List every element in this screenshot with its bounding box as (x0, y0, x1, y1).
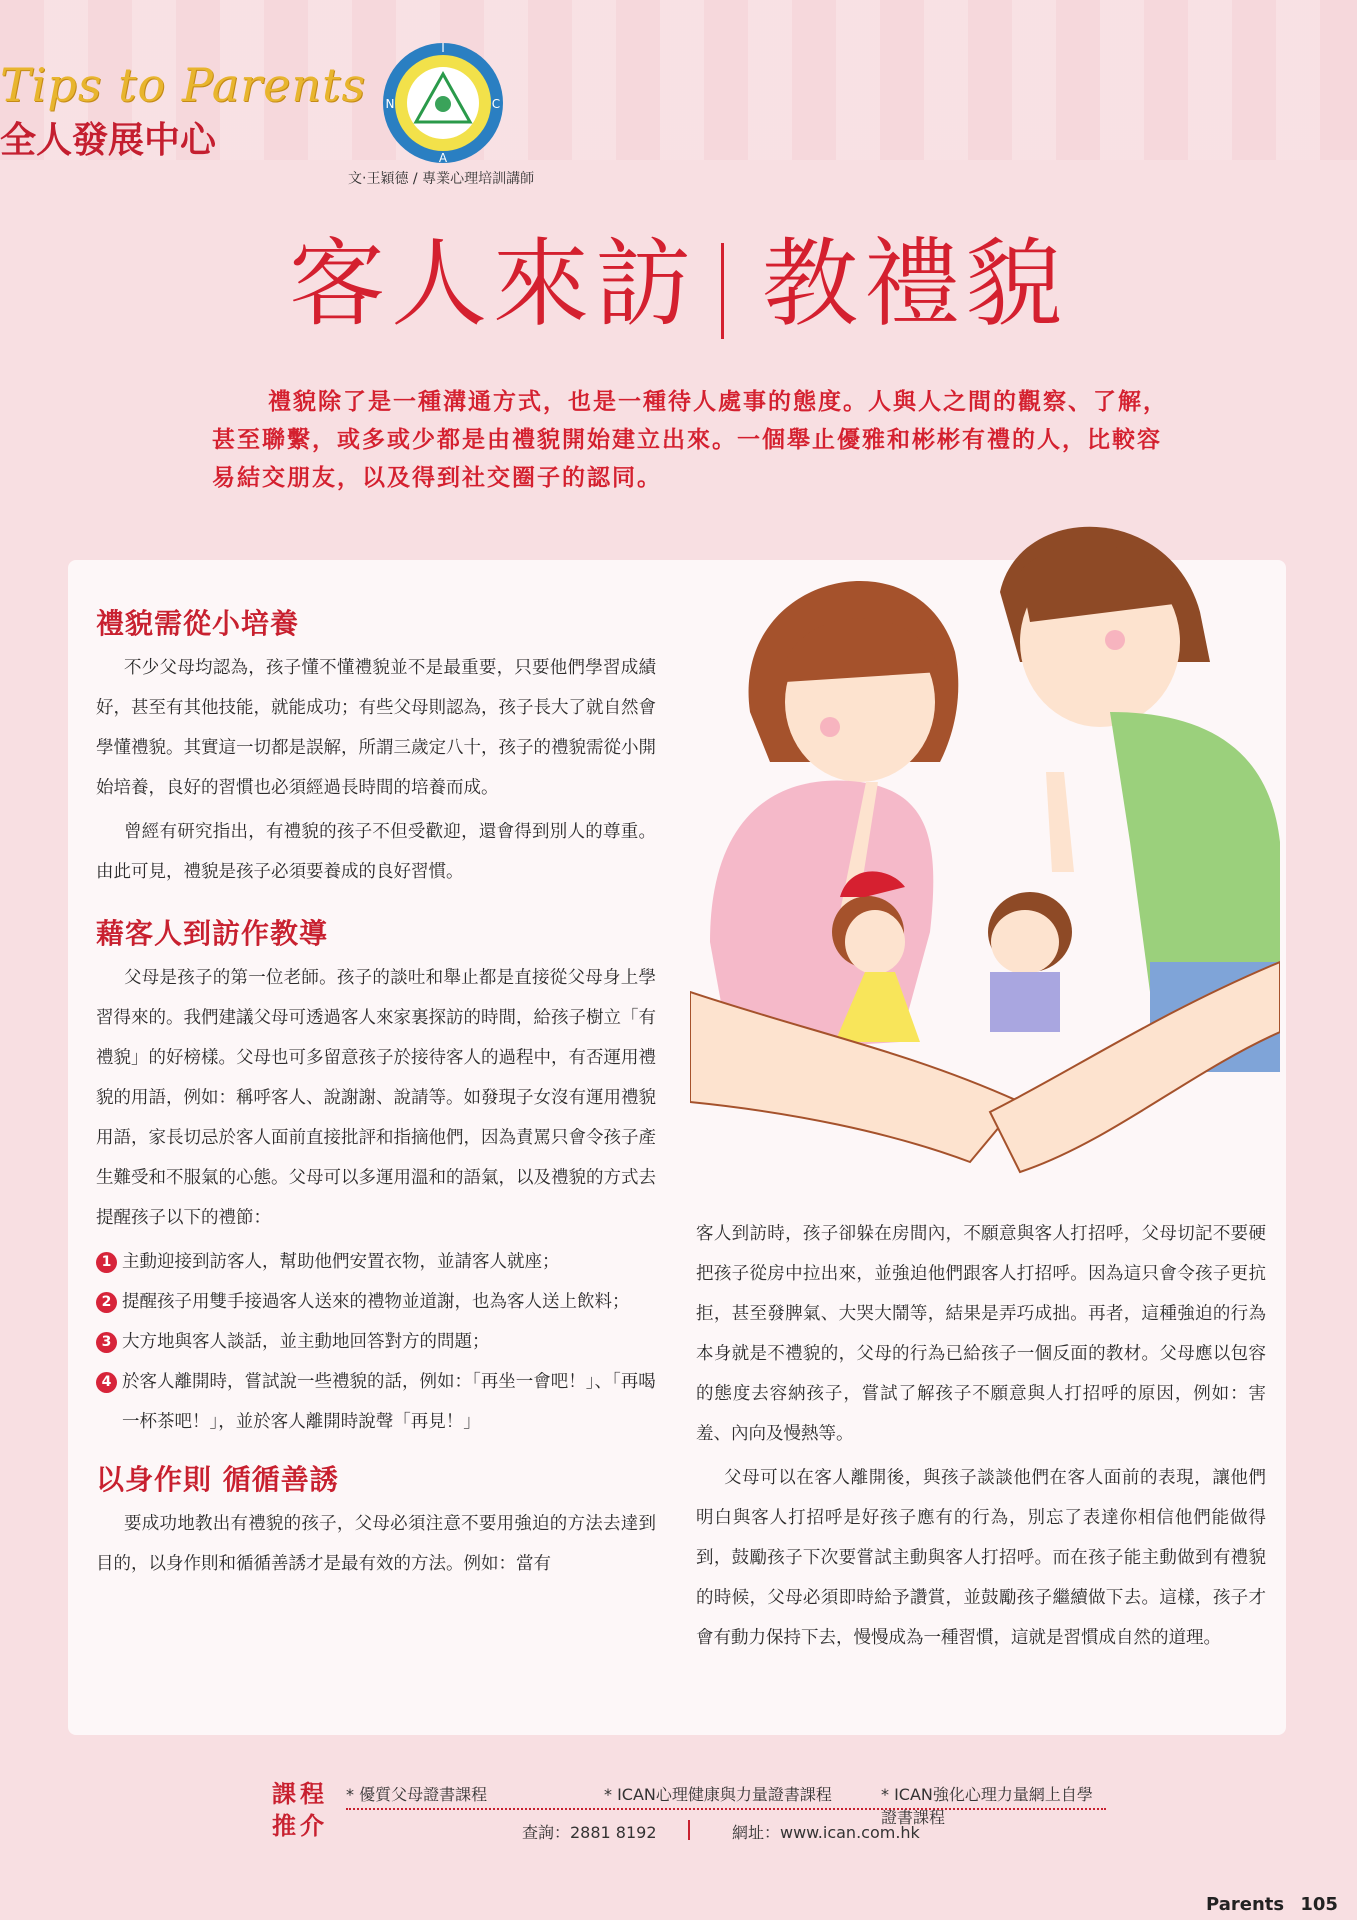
number-badge-icon: 1 (96, 1252, 117, 1273)
list-item-text: 主動迎接到訪客人，幫助他們安置衣物，並請客人就座； (122, 1252, 560, 1272)
page-footer (1206, 1894, 1338, 1915)
list-item-text: 大方地與客人談話，並主動地回答對方的問題； (122, 1332, 490, 1352)
section-3-paragraph-1: 要成功地教出有禮貌的孩子，父母必須注意不要用強迫的方法去達到目的，以身作則和循循善誘才是最有效的方法。例如：當有 (96, 1514, 656, 1574)
title-divider (721, 243, 724, 339)
page-title (0, 208, 1357, 345)
list-item-text: 於客人離開時，嘗試說一些禮貌的話，例如：「再坐一會吧！」、「再喝一杯茶吧！」，並於客人離開時說聲「再見！」 (122, 1372, 656, 1432)
section-heading-2: 藉客人到訪作教導 (96, 917, 329, 950)
tips-to-parents-logo: Tips to Parents (0, 58, 367, 112)
course-recommendation (272, 1778, 1112, 1858)
number-badge-icon: 2 (96, 1292, 117, 1313)
family-illustration (690, 512, 1280, 1202)
list-item-text: 提醒孩子用雙手接過客人送來的禮物並道謝，也為客人送上飲料； (122, 1292, 630, 1312)
course-list (346, 1782, 1106, 1827)
center-name: 全人發展中心 (0, 120, 217, 161)
left-column (96, 602, 656, 1588)
list-item (96, 1242, 656, 1282)
list-item (96, 1322, 656, 1362)
course-item: * ICAN強化心理力量網上自學證書課程 (881, 1785, 1093, 1827)
course-tag-line-2: 推介 (272, 1812, 328, 1840)
section-1-paragraph-1: 不少父母均認為，孩子懂不懂禮貌並不是最重要，只要他們學習成績好，甚至有其他技能，就能成功；有些父母則認為，孩子長大了就自然會學懂禮貌。其實這一切都是誤解，所謂三歲定八十，孩子的禮貌需從小開始培養，良好的習慣也必須經過長時間的培養而成。 (96, 658, 656, 798)
author-byline: 文‧王穎德 / 專業心理培訓講師 (348, 171, 535, 187)
section-heading-1: 禮貌需從小培養 (96, 607, 300, 640)
right-column (696, 1214, 1266, 1662)
ican-logo-icon (378, 38, 508, 168)
list-item (96, 1282, 656, 1322)
title-part-1: 客人來訪 (289, 228, 697, 340)
intro-paragraph: 禮貌除了是一種溝通方式，也是一種待人處事的態度。人與人之間的觀察、了解，甚至聯繫，或多或少都是由禮貌開始建立出來。一個舉止優雅和彬彬有禮的人，比較容易結交朋友，以及得到社交圈子的認同。 (212, 389, 1168, 491)
logo-letter-i: I (441, 41, 445, 55)
course-tag-line-1: 課程 (272, 1780, 328, 1808)
course-item: * ICAN心理健康與力量證書課程 (604, 1785, 832, 1804)
logo-letter-a: A (438, 151, 448, 165)
section-2-paragraph-1: 父母是孩子的第一位老師。孩子的談吐和舉止都是直接從父母身上學習得來的。我們建議父母可透過客人來家裏探訪的時間，給孩子樹立「有禮貌」的好榜樣。父母也可多留意孩子於接待客人的過程中，有否運用禮貌的用語，例如：稱呼客人、說謝謝、說請等。如發現子女沒有運用禮貌用語，家長切忌於客人面前直接批評和指摘他們，因為責罵只會令孩子產生難受和不服氣的心態。父母可以多運用溫和的語氣，以及禮貌的方式去提醒孩子以下的禮節： (96, 968, 656, 1228)
section-3-paragraph-2: 父母可以在客人離開後，與孩子談談他們在客人面前的表現，讓他們明白與客人打招呼是好孩子應有的行為，別忘了表達你相信他們能做得到，鼓勵孩子下次要嘗試主動與客人打招呼。而在孩子能主動做到有禮貌的時候，父母必須即時給予讚賞，並鼓勵孩子繼續做下去。這樣，孩子才會有動力保持下去，慢慢成為一種習慣，這就是習慣成自然的道理。 (696, 1468, 1266, 1648)
course-item: * 優質父母證書課程 (346, 1785, 488, 1804)
section-1-paragraph-2: 曾經有研究指出，有禮貌的孩子不但受歡迎，還會得到別人的尊重。由此可見，禮貌是孩子必須要養成的良好習慣。 (96, 822, 656, 882)
phone-number: 查詢：2881 8192 (522, 1823, 657, 1842)
number-badge-icon: 3 (96, 1332, 117, 1353)
logo-letter-c: C (491, 97, 501, 111)
website-link[interactable]: 網址：www.ican.com.hk (732, 1823, 920, 1842)
title-part-2: 教禮貌 (762, 228, 1068, 340)
logo-letter-n: N (385, 97, 395, 111)
magazine-name: Parents (1206, 1894, 1285, 1915)
number-badge-icon: 4 (96, 1372, 117, 1393)
section-heading-3: 以身作則 循循善誘 (96, 1463, 339, 1496)
section-3-paragraph-1-cont: 客人到訪時，孩子卻躲在房間內，不願意與客人打招呼，父母切記不要硬把孩子從房中拉出來，並強迫他們跟客人打招呼。因為這只會令孩子更抗拒，甚至發脾氣、大哭大鬧等，結果是弄巧成拙。再者，這種強迫的行為本身就是不禮貌的，父母的行為已給孩子一個反面的教材。父母應以包容的態度去容納孩子，嘗試了解孩子不願意與人打招呼的原因，例如：害羞、內向及慢熱等。 (696, 1224, 1266, 1444)
list-item (96, 1362, 656, 1442)
etiquette-list (96, 1242, 656, 1442)
course-tag (272, 1778, 328, 1842)
page-number: 105 (1300, 1894, 1338, 1915)
contact-divider (688, 1820, 690, 1840)
